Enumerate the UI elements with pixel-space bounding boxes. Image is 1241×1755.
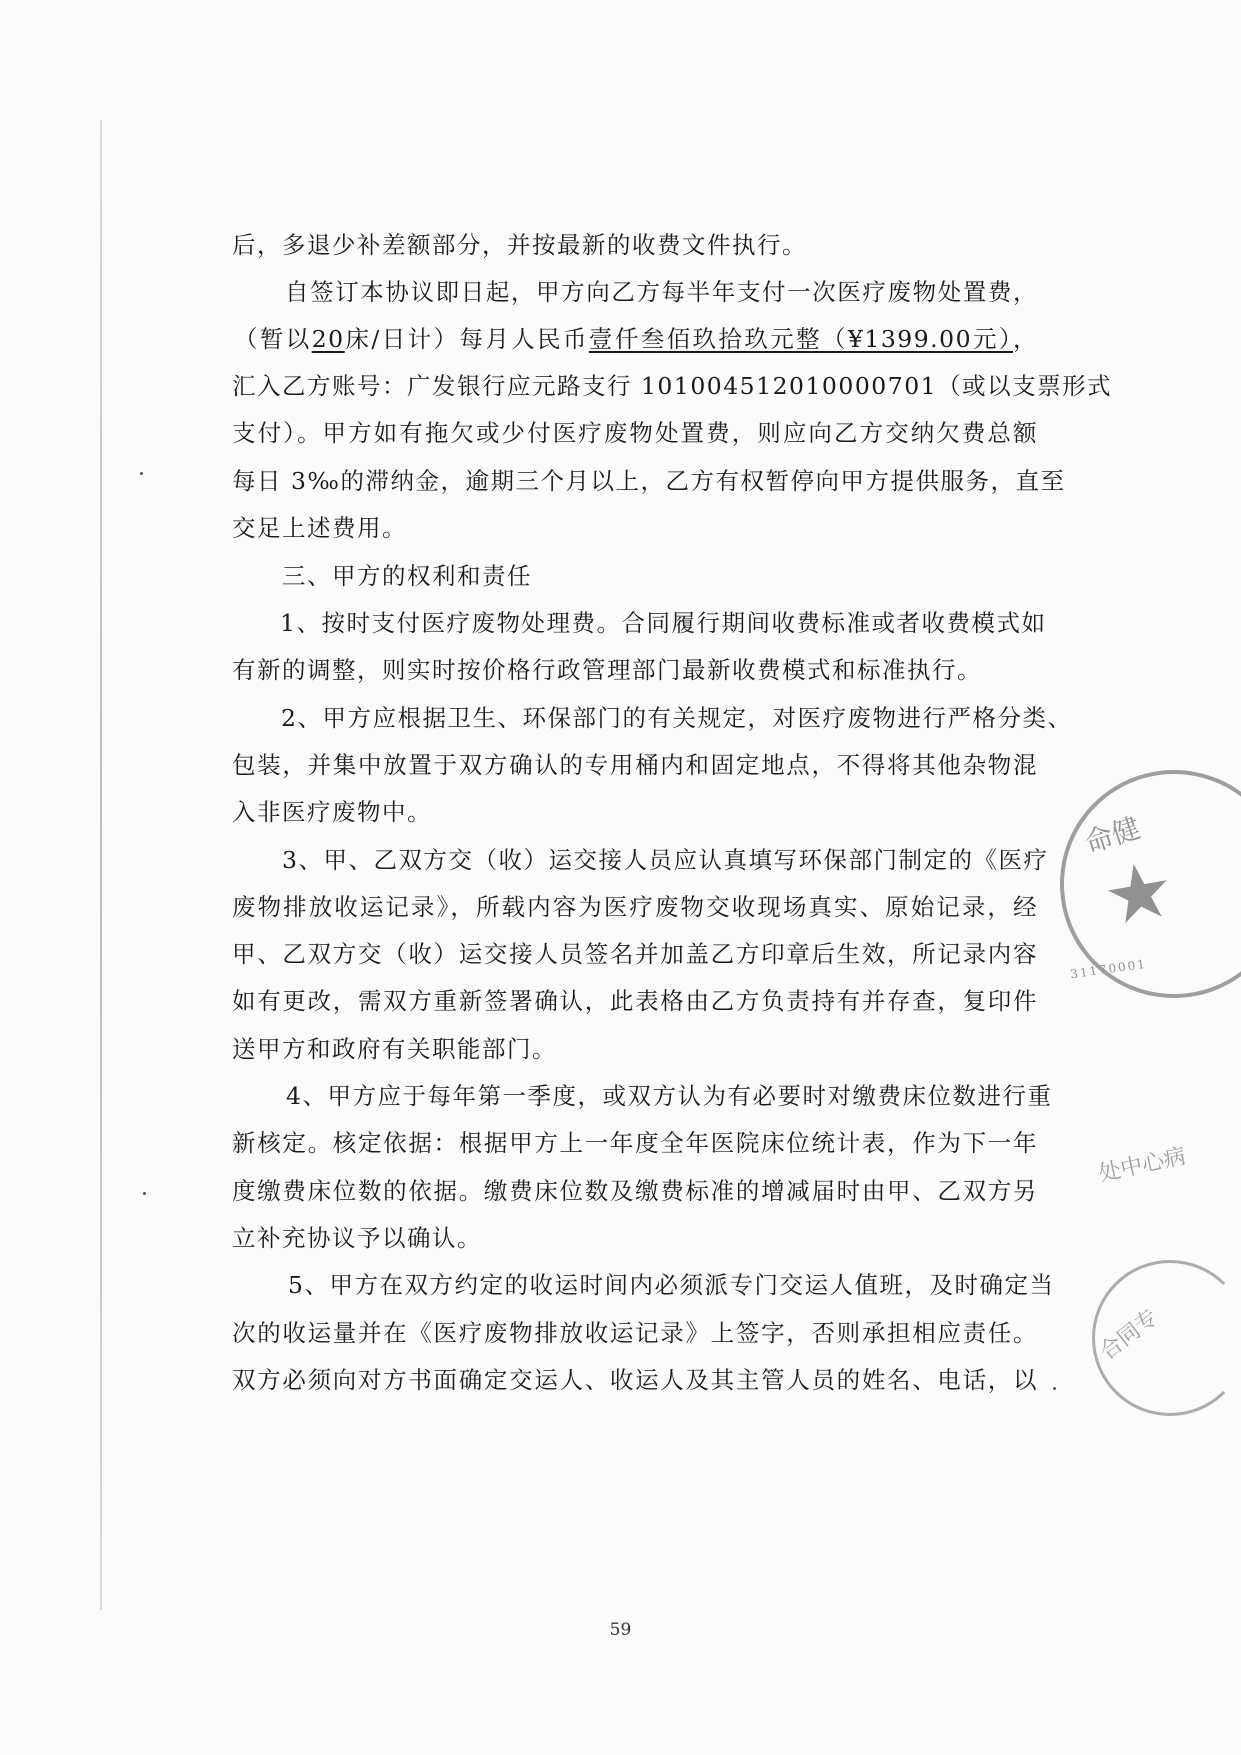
text-line: [232, 466, 1066, 496]
contract-seal-stamp: [1092, 1260, 1241, 1416]
text-line: [232, 513, 407, 543]
text-line: [232, 371, 1113, 401]
text-line: [232, 655, 982, 685]
seal-text: 命健: [1080, 811, 1145, 860]
text-line: [288, 1270, 1055, 1300]
scan-speck: [143, 1192, 146, 1195]
scan-speck: [1053, 1387, 1056, 1390]
text-line: [234, 324, 1038, 354]
text-segment: ，: [1013, 325, 1038, 353]
text-segment: 汇入乙方账号：广发银行应元路支行 101004512010000701（或以支票形式: [232, 372, 1113, 400]
text-segment: 支付）。甲方如有拖欠或少付医疗废物处置费，则应向乙方交纳欠费总额: [232, 419, 1038, 447]
text-line: [282, 561, 532, 591]
seal-number: 31170001: [1069, 956, 1148, 982]
text-segment: 2、甲方应根据卫生、环保部门的有关规定，对医疗废物进行严格分类、: [281, 704, 1073, 732]
faint-stamp-text: 处中心病: [1096, 1144, 1189, 1187]
text-line: [232, 1034, 557, 1064]
text-segment: 后，多退少补差额部分，并按最新的收费文件执行。: [232, 231, 807, 259]
text-segment: 甲、乙双方交（收）运交接人员签名并加盖乙方印章后生效，所记录内容: [232, 940, 1038, 968]
text-line: [232, 1223, 482, 1253]
text-segment: 入非医疗废物中。: [232, 798, 432, 826]
underlined-fill-in: 20: [311, 325, 345, 353]
text-segment: 3、甲、乙双方交（收）运交接人员应认真填写环保部门制定的《医疗: [282, 846, 1049, 874]
text-line: [282, 845, 1049, 875]
text-segment: （暂以: [234, 325, 312, 353]
text-line: [232, 939, 1038, 969]
underlined-fill-in: 壹仟叁佰玖拾玖元整（¥1399.00元）: [588, 325, 1013, 353]
text-line: [232, 1318, 1038, 1348]
seal-text-2: 合同专: [1095, 1304, 1163, 1366]
text-line: [232, 1128, 1038, 1158]
scan-speck: [140, 472, 143, 475]
text-segment: 5、甲方在双方约定的收运时间内必须派专门交运人值班，及时确定当: [288, 1271, 1055, 1299]
text-segment: 4、甲方应于每年第一季度，或双方认为有必要时对缴费床位数进行重: [286, 1082, 1053, 1110]
text-segment: 立补充协议予以确认。: [232, 1224, 482, 1252]
text-segment: 1、按时支付医疗废物处理费。合同履行期间收费标准或者收费模式如: [280, 609, 1047, 637]
text-segment: 如有更改，需双方重新签署确认，此表格由乙方负责持有并存查，复印件: [232, 987, 1038, 1015]
text-segment: 三、甲方的权利和责任: [282, 562, 532, 590]
text-segment: 新核定。核定依据：根据甲方上一年度全年医院床位统计表，作为下一年: [232, 1129, 1038, 1157]
text-segment: 自签订本协议即日起，甲方向乙方每半年支付一次医疗废物处置费，: [285, 278, 1038, 306]
text-segment: 床/日计）每月人民币: [344, 325, 589, 353]
text-line: [280, 608, 1047, 638]
text-segment: 废物排放收运记录》，所载内容为医疗废物交收现场真实、原始记录，经: [232, 893, 1038, 921]
text-line: [286, 1081, 1053, 1111]
text-line: [285, 277, 1038, 307]
text-line: [232, 418, 1038, 448]
star-icon: ★: [1096, 843, 1182, 945]
text-line: [281, 703, 1073, 733]
text-segment: 包装，并集中放置于双方确认的专用桶内和固定地点，不得将其他杂物混: [232, 751, 1038, 779]
text-segment: 度缴费床位数的依据。缴费床位数及缴费标准的增减届时由甲、乙双方另: [232, 1177, 1038, 1205]
page-number: 59: [609, 1620, 632, 1640]
text-line: [232, 797, 432, 827]
text-line: [232, 892, 1038, 922]
text-segment: 双方必须向对方书面确定交运人、收运人及其主管人员的姓名、电话，以: [232, 1366, 1038, 1394]
text-segment: 交足上述费用。: [232, 514, 407, 542]
text-segment: 每日 3‰的滞纳金，逾期三个月以上，乙方有权暂停向甲方提供服务，直至: [232, 467, 1066, 495]
text-line: [232, 750, 1038, 780]
text-line: [232, 1365, 1038, 1395]
text-segment: 次的收运量并在《医疗废物排放收运记录》上签字，否则承担相应责任。: [232, 1319, 1038, 1347]
text-segment: 有新的调整，则实时按价格行政管理部门最新收费模式和标准执行。: [232, 656, 982, 684]
text-segment: 送甲方和政府有关职能部门。: [232, 1035, 557, 1063]
text-line: [232, 1176, 1038, 1206]
text-line: [232, 230, 807, 260]
text-line: [232, 986, 1038, 1016]
